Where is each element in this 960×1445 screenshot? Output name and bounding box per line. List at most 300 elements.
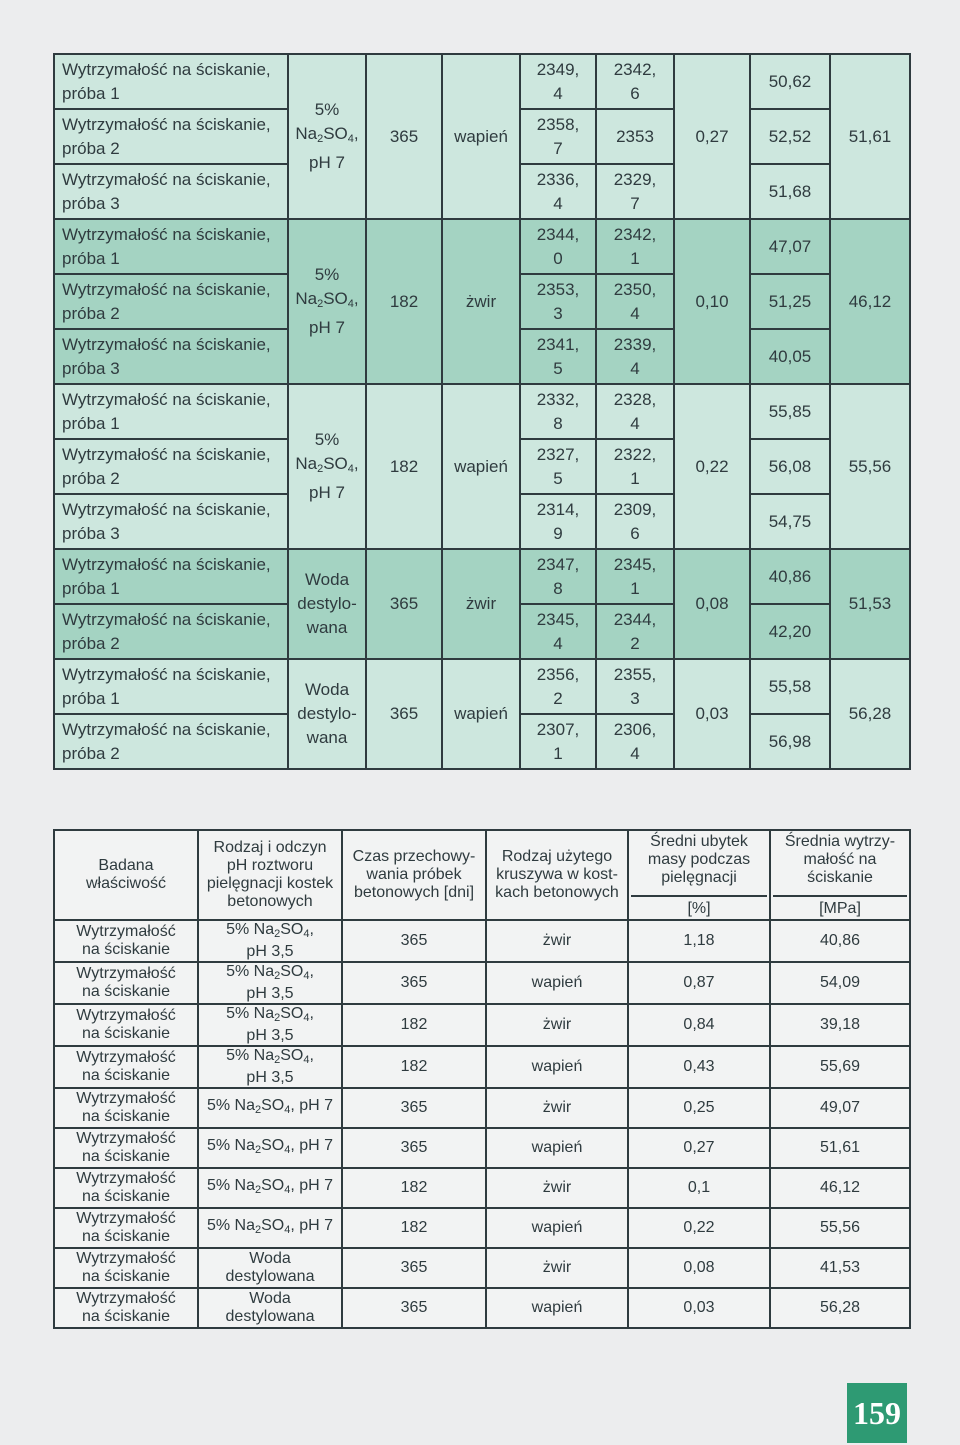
text-line: na ściskanie — [81, 1148, 171, 1165]
text-line: 2 — [553, 688, 563, 708]
text-line: wania próbek — [366, 866, 462, 883]
text-line: wana — [306, 728, 348, 747]
strength-cell: 41,53 — [770, 1248, 910, 1288]
text-line: 5% $Na_2SO_4$, — [226, 963, 314, 982]
property-cell — [54, 1004, 198, 1046]
text-line: Woda — [249, 1250, 291, 1267]
aggregate-cell: wapień — [486, 1128, 628, 1168]
text-line: kach betonowych — [495, 884, 619, 901]
row-label — [54, 714, 288, 769]
text-line: 2356, — [536, 664, 580, 684]
header-text — [489, 848, 625, 902]
mass-before-cell — [520, 384, 596, 439]
mean-strength-cell: 56,28 — [830, 659, 910, 769]
mean-strength-cell: 51,61 — [830, 54, 910, 219]
text-line: 5 — [553, 358, 563, 378]
header-text — [201, 839, 339, 911]
property-cell — [54, 1046, 198, 1088]
strength-value-cell: 55,58 — [750, 659, 830, 714]
table-row — [54, 962, 910, 1004]
text-line: na ściskanie — [81, 1067, 171, 1084]
mass-after-cell — [596, 439, 674, 494]
mass-loss-cell: 0,27 — [674, 54, 750, 219]
table-row — [54, 1248, 910, 1288]
mass-after-cell — [596, 274, 674, 329]
text-line: Średnia wytrzy- — [784, 832, 896, 850]
mass-after-cell — [596, 604, 674, 659]
text-line: Wytrzymałość — [76, 1290, 176, 1307]
text-line: 6 — [630, 523, 640, 543]
aggregate-cell: wapień — [486, 1046, 628, 1088]
text-line: Wytrzymałość na ściskanie, — [62, 59, 271, 79]
aggregate-cell: żwir — [486, 920, 628, 962]
solution-cell — [198, 1046, 342, 1088]
table-row — [54, 1088, 910, 1128]
strength-value-cell: 51,25 — [750, 274, 830, 329]
text-line: 5% $Na_2SO_4$, — [226, 1005, 314, 1024]
aggregate-cell: żwir — [486, 1168, 628, 1208]
text-line: 2358, — [536, 114, 580, 134]
solution-cell — [198, 1288, 342, 1328]
days-cell: 182 — [342, 1046, 486, 1088]
text-line: destylowana — [225, 1308, 315, 1325]
strength-value-cell: 54,75 — [750, 494, 830, 549]
text-line: na ściskanie — [81, 1108, 171, 1125]
text-line: destylowana — [225, 1268, 315, 1285]
days-cell: 365 — [342, 962, 486, 1004]
text-line: Wytrzymałość na ściskanie, — [62, 169, 271, 189]
solution-cell — [198, 1208, 342, 1248]
mass-before-cell — [520, 659, 596, 714]
mass-after-cell — [596, 549, 674, 604]
text-line: na ściskanie — [81, 983, 171, 1000]
text-line: 5% $Na_2SO_4$, pH 7 — [206, 1137, 334, 1156]
column-header — [770, 830, 910, 920]
text-line: 5% $Na_2SO_4$, pH 7 — [206, 1097, 334, 1116]
text-line: 4 — [553, 83, 563, 103]
days-cell: 182 — [342, 1168, 486, 1208]
text-line: 5 — [553, 468, 563, 488]
text-line: 2345, — [613, 554, 657, 574]
text-line: próba 2 — [62, 303, 120, 323]
text-line: pielęgnacji kostek — [206, 875, 334, 892]
aggregate-cell: żwir — [486, 1248, 628, 1288]
text-line: 5% $Na_2SO_4$, pH 7 — [206, 1217, 334, 1236]
table-row — [54, 1004, 910, 1046]
text-line: próba 1 — [62, 688, 120, 708]
text-line: $Na_2SO_4$, — [295, 454, 359, 475]
mass-loss-cell: 0,22 — [674, 384, 750, 549]
text-line: $Na_2SO_4$, — [295, 124, 359, 145]
text-line: próba 1 — [62, 83, 120, 103]
loss-cell: 0,43 — [628, 1046, 770, 1088]
header-text — [773, 833, 907, 887]
row-label — [54, 549, 288, 604]
text-line: masy podczas — [647, 850, 751, 868]
aggregate-cell: wapień — [486, 1208, 628, 1248]
text-line: pH 7 — [309, 153, 345, 172]
solution-cell — [198, 1128, 342, 1168]
row-label — [54, 109, 288, 164]
text-line: na ściskanie — [81, 941, 171, 958]
text-line: 5% — [314, 430, 340, 449]
text-line: 2328, — [613, 389, 657, 409]
aggregate-cell: żwir — [442, 549, 520, 659]
text-line: 4 — [553, 193, 563, 213]
text-line: 3 — [630, 688, 640, 708]
days-cell: 365 — [366, 659, 442, 769]
table-row — [54, 920, 910, 962]
text-line: 5% — [314, 265, 340, 284]
text-line: pH roztworu — [226, 857, 314, 874]
text-line: Wytrzymałość na ściskanie, — [62, 499, 271, 519]
text-line: pH 3,5 — [246, 985, 294, 1002]
text-line: 2349, — [536, 59, 580, 79]
table-row — [54, 1168, 910, 1208]
text-line: 4 — [630, 303, 640, 323]
strength-value-cell: 51,68 — [750, 164, 830, 219]
table-row — [54, 1046, 910, 1088]
table-row — [54, 1288, 910, 1328]
text-line: 2307, — [536, 719, 580, 739]
text-line: destylo- — [297, 594, 357, 613]
text-line: 5% — [314, 100, 340, 119]
strength-value-cell: 56,08 — [750, 439, 830, 494]
days-cell: 365 — [342, 1128, 486, 1168]
column-header — [54, 830, 198, 920]
days-cell: 182 — [366, 219, 442, 384]
mean-strength-cell: 55,56 — [830, 384, 910, 549]
strength-cell: 55,69 — [770, 1046, 910, 1088]
aggregate-cell: wapień — [486, 962, 628, 1004]
text-line: 2341, — [536, 334, 580, 354]
text-line: 8 — [553, 413, 563, 433]
table-row — [54, 54, 910, 109]
text-line: Wytrzymałość — [76, 1007, 176, 1024]
table-row — [54, 1128, 910, 1168]
strength-value-cell: 40,05 — [750, 329, 830, 384]
text-line: pH 3,5 — [246, 1069, 294, 1086]
mass-before-cell — [520, 329, 596, 384]
table-row — [54, 659, 910, 714]
property-cell — [54, 962, 198, 1004]
solution-cell — [198, 962, 342, 1004]
text-line: 8 — [553, 578, 563, 598]
mass-before-cell — [520, 54, 596, 109]
solution-cell — [288, 384, 366, 549]
solution-cell — [198, 1004, 342, 1046]
loss-cell: 0,84 — [628, 1004, 770, 1046]
column-header — [628, 830, 770, 920]
property-cell — [54, 1128, 198, 1168]
text-line: wana — [306, 618, 348, 637]
aggregate-cell: wapień — [486, 1288, 628, 1328]
strength-results-table — [53, 53, 911, 770]
text-line: 2344, — [536, 224, 580, 244]
text-line: 2353 — [616, 126, 654, 146]
text-line: próba 1 — [62, 248, 120, 268]
text-line: Wytrzymałość — [76, 1210, 176, 1227]
property-cell — [54, 1248, 198, 1288]
days-cell: 182 — [366, 384, 442, 549]
days-cell: 182 — [342, 1004, 486, 1046]
header-text — [631, 833, 767, 887]
days-cell: 365 — [342, 1088, 486, 1128]
text-line: 2344, — [613, 609, 657, 629]
row-label — [54, 439, 288, 494]
summary-table — [53, 829, 911, 1329]
text-line: 4 — [630, 358, 640, 378]
text-line: Wytrzymałość — [76, 1049, 176, 1066]
text-line: 5% $Na_2SO_4$, — [226, 1047, 314, 1066]
days-cell: 365 — [342, 1288, 486, 1328]
text-line: właściwość — [85, 875, 166, 892]
table-row — [54, 549, 910, 604]
text-line: Wytrzymałość — [76, 1130, 176, 1147]
text-line: próba 3 — [62, 523, 120, 543]
days-cell: 365 — [366, 54, 442, 219]
text-line: 2339, — [613, 334, 657, 354]
text-line: na ściskanie — [81, 1025, 171, 1042]
days-cell: 182 — [342, 1208, 486, 1248]
text-line: 2314, — [536, 499, 580, 519]
mass-after-cell — [596, 659, 674, 714]
property-cell — [54, 1288, 198, 1328]
text-line: Wytrzymałość — [76, 1090, 176, 1107]
row-label — [54, 274, 288, 329]
text-line: 3 — [553, 303, 563, 323]
strength-value-cell: 47,07 — [750, 219, 830, 274]
strength-cell: 55,56 — [770, 1208, 910, 1248]
text-line: Badana — [98, 857, 154, 874]
text-line: Wytrzymałość — [76, 965, 176, 982]
aggregate-cell: żwir — [442, 219, 520, 384]
text-line: 5% $Na_2SO_4$, — [226, 921, 314, 940]
solution-cell — [198, 1168, 342, 1208]
loss-cell: 1,18 — [628, 920, 770, 962]
text-line: na ściskanie — [81, 1308, 171, 1325]
mass-before-cell — [520, 274, 596, 329]
text-line: 2342, — [613, 224, 657, 244]
text-line: 2355, — [613, 664, 657, 684]
strength-value-cell: 55,85 — [750, 384, 830, 439]
text-line: 2 — [630, 633, 640, 653]
strength-cell: 56,28 — [770, 1288, 910, 1328]
text-line: 2332, — [536, 389, 580, 409]
text-line: 4 — [553, 633, 563, 653]
text-line: na ściskanie — [81, 1188, 171, 1205]
row-label — [54, 384, 288, 439]
mass-loss-cell: 0,08 — [674, 549, 750, 659]
text-line: 5% $Na_2SO_4$, pH 7 — [206, 1177, 334, 1196]
mass-after-cell — [596, 54, 674, 109]
mass-before-cell — [520, 714, 596, 769]
property-cell — [54, 1088, 198, 1128]
mass-after-cell — [596, 219, 674, 274]
text-line: 4 — [630, 743, 640, 763]
text-line: 2336, — [536, 169, 580, 189]
text-line: 1 — [630, 468, 640, 488]
text-line: 2322, — [613, 444, 657, 464]
mean-strength-cell: 51,53 — [830, 549, 910, 659]
text-line: próba 2 — [62, 138, 120, 158]
solution-cell — [288, 549, 366, 659]
text-line: Wytrzymałość na ściskanie, — [62, 279, 271, 299]
text-line: próba 2 — [62, 633, 120, 653]
text-line: 1 — [630, 578, 640, 598]
text-line: Wytrzymałość — [76, 1170, 176, 1187]
strength-value-cell: 40,86 — [750, 549, 830, 604]
column-header — [198, 830, 342, 920]
row-label — [54, 494, 288, 549]
table-row — [54, 1208, 910, 1248]
text-line: ściskanie — [807, 868, 873, 886]
text-line: na ściskanie — [81, 1268, 171, 1285]
text-line: 2306, — [613, 719, 657, 739]
strength-value-cell: 50,62 — [750, 54, 830, 109]
page-number: 159 — [847, 1383, 907, 1443]
text-line: 2353, — [536, 279, 580, 299]
aggregate-cell: wapień — [442, 54, 520, 219]
property-cell — [54, 920, 198, 962]
strength-cell: 40,86 — [770, 920, 910, 962]
text-line: Wytrzymałość na ściskanie, — [62, 114, 271, 134]
property-cell — [54, 1208, 198, 1248]
text-line: Woda — [249, 1290, 291, 1307]
text-line: małość na — [803, 850, 877, 868]
aggregate-cell: żwir — [486, 1088, 628, 1128]
text-line: 2327, — [536, 444, 580, 464]
text-line: próba 2 — [62, 743, 120, 763]
mean-strength-cell: 46,12 — [830, 219, 910, 384]
mass-before-cell — [520, 494, 596, 549]
days-cell: 365 — [366, 549, 442, 659]
text-line: 9 — [553, 523, 563, 543]
text-line: 2347, — [536, 554, 580, 574]
header-unit: [MPa] — [773, 895, 907, 918]
text-line: próba 1 — [62, 578, 120, 598]
text-line: Wytrzymałość na ściskanie, — [62, 554, 271, 574]
property-cell — [54, 1168, 198, 1208]
mass-before-cell — [520, 439, 596, 494]
text-line: na ściskanie — [81, 1228, 171, 1245]
strength-value-cell: 56,98 — [750, 714, 830, 769]
mass-before-cell — [520, 164, 596, 219]
mass-before-cell — [520, 604, 596, 659]
text-line: Wytrzymałość na ściskanie, — [62, 389, 271, 409]
aggregate-cell: wapień — [442, 659, 520, 769]
text-line: próba 3 — [62, 358, 120, 378]
mass-after-cell — [596, 329, 674, 384]
text-line: pH 7 — [309, 318, 345, 337]
text-line: próba 3 — [62, 193, 120, 213]
loss-cell: 0,25 — [628, 1088, 770, 1128]
mass-before-cell — [520, 109, 596, 164]
strength-cell: 51,61 — [770, 1128, 910, 1168]
text-line: pH 3,5 — [246, 943, 294, 960]
solution-cell — [288, 219, 366, 384]
text-line: pH 3,5 — [246, 1027, 294, 1044]
text-line: 1 — [630, 248, 640, 268]
column-header — [342, 830, 486, 920]
header-text — [57, 857, 195, 893]
text-line: $Na_2SO_4$, — [295, 289, 359, 310]
text-line: próba 2 — [62, 468, 120, 488]
text-line: Wytrzymałość na ściskanie, — [62, 224, 271, 244]
solution-cell — [288, 54, 366, 219]
text-line: 7 — [553, 138, 563, 158]
text-line: betonowych [dni] — [353, 884, 475, 901]
text-line: 2350, — [613, 279, 657, 299]
mass-before-cell — [520, 549, 596, 604]
loss-cell: 0,87 — [628, 962, 770, 1004]
mass-loss-cell: 0,03 — [674, 659, 750, 769]
strength-cell: 49,07 — [770, 1088, 910, 1128]
text-line: Wytrzymałość na ściskanie, — [62, 334, 271, 354]
row-label — [54, 329, 288, 384]
loss-cell: 0,08 — [628, 1248, 770, 1288]
text-line: Wytrzymałość na ściskanie, — [62, 444, 271, 464]
mass-after-cell — [596, 164, 674, 219]
strength-cell: 39,18 — [770, 1004, 910, 1046]
solution-cell — [198, 1248, 342, 1288]
text-line: Woda — [304, 570, 350, 589]
column-header — [486, 830, 628, 920]
text-line: 1 — [553, 743, 563, 763]
loss-cell: 0,03 — [628, 1288, 770, 1328]
text-line: Czas przechowy- — [352, 848, 476, 865]
text-line: Wytrzymałość na ściskanie, — [62, 664, 271, 684]
text-line: Rodzaj i odczyn — [213, 839, 327, 856]
text-line: Rodzaj użytego — [501, 848, 613, 865]
text-line: Wytrzymałość — [76, 1250, 176, 1267]
header-unit: [%] — [631, 895, 767, 918]
text-line: pH 7 — [309, 483, 345, 502]
table-row — [54, 219, 910, 274]
mass-after-cell — [596, 384, 674, 439]
mass-before-cell — [520, 219, 596, 274]
text-line: Wytrzymałość na ściskanie, — [62, 719, 271, 739]
text-line: 2329, — [613, 169, 657, 189]
text-line: próba 1 — [62, 413, 120, 433]
text-line: Średni ubytek — [650, 832, 748, 850]
text-line: 2342, — [613, 59, 657, 79]
strength-cell: 46,12 — [770, 1168, 910, 1208]
row-label — [54, 659, 288, 714]
loss-cell: 0,27 — [628, 1128, 770, 1168]
text-line: Wytrzymałość — [76, 923, 176, 940]
strength-value-cell: 42,20 — [750, 604, 830, 659]
row-label — [54, 54, 288, 109]
solution-cell — [198, 1088, 342, 1128]
aggregate-cell: żwir — [486, 1004, 628, 1046]
strength-value-cell: 52,52 — [750, 109, 830, 164]
mass-after-cell — [596, 494, 674, 549]
mass-after-cell — [596, 109, 674, 164]
text-line: 7 — [630, 193, 640, 213]
text-line: 4 — [630, 413, 640, 433]
text-line: betonowych — [227, 893, 313, 910]
text-line: Wytrzymałość na ściskanie, — [62, 609, 271, 629]
aggregate-cell: wapień — [442, 384, 520, 549]
text-line: destylo- — [297, 704, 357, 723]
loss-cell: 0,1 — [628, 1168, 770, 1208]
text-line: 2345, — [536, 609, 580, 629]
text-line: Woda — [304, 680, 350, 699]
mass-loss-cell: 0,10 — [674, 219, 750, 384]
row-label — [54, 604, 288, 659]
days-cell: 365 — [342, 1248, 486, 1288]
